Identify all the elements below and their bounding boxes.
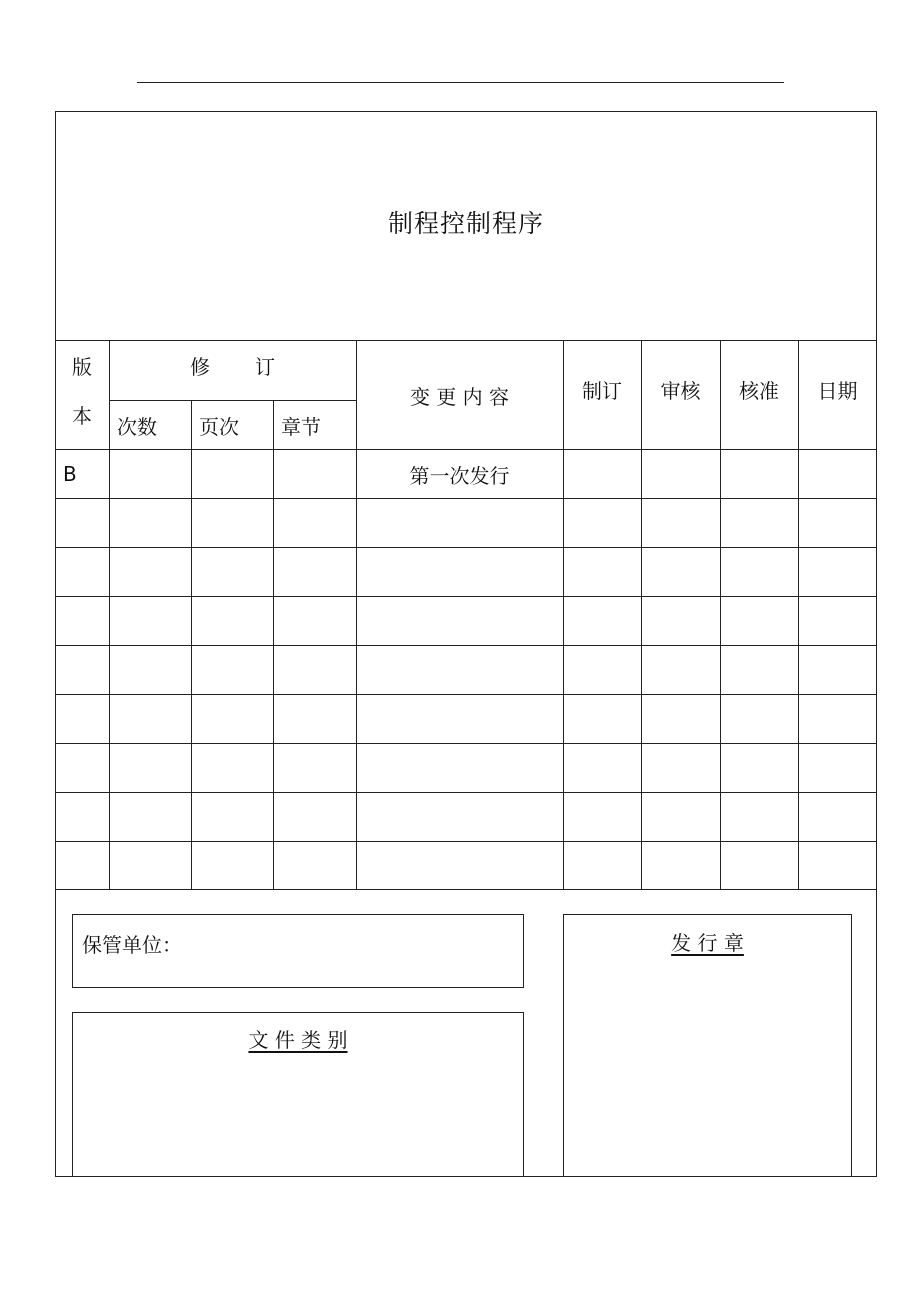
header-revise-right: 订 [255,354,275,379]
row-line [55,547,877,548]
header-rule [137,82,784,83]
doc-category-label: 文 件 类 别 [248,1028,348,1052]
header-count: 次数 [117,414,157,439]
header-version-bottom: 本 [72,403,92,428]
row-version: B [63,462,77,486]
header-reviewed: 审核 [660,378,701,403]
header-chapter: 章节 [281,414,321,439]
table-bottom-line [55,889,877,890]
row-line [55,596,877,597]
header-change-content: 变 更 内 容 [409,384,510,409]
row-line [55,841,877,842]
col-line [273,400,274,889]
header-approved: 核准 [739,378,779,403]
header-prepared: 制订 [582,378,622,403]
col-line [191,400,192,889]
title-area [55,111,877,341]
custody-label: 保管单位： [82,933,182,957]
header-revise-left: 修 [190,354,210,379]
row-line [55,645,877,646]
row-line [55,792,877,793]
header-page: 页次 [199,414,239,439]
header-date: 日期 [817,378,858,403]
row-change-content: 第一次发行 [409,463,510,488]
row-line [55,498,877,499]
header-version-top: 版 [72,354,92,379]
row-line [55,743,877,744]
row-line [55,694,877,695]
document-title: 制程控制程序 [387,209,544,238]
issue-stamp-label: 发 行 章 [671,931,744,955]
